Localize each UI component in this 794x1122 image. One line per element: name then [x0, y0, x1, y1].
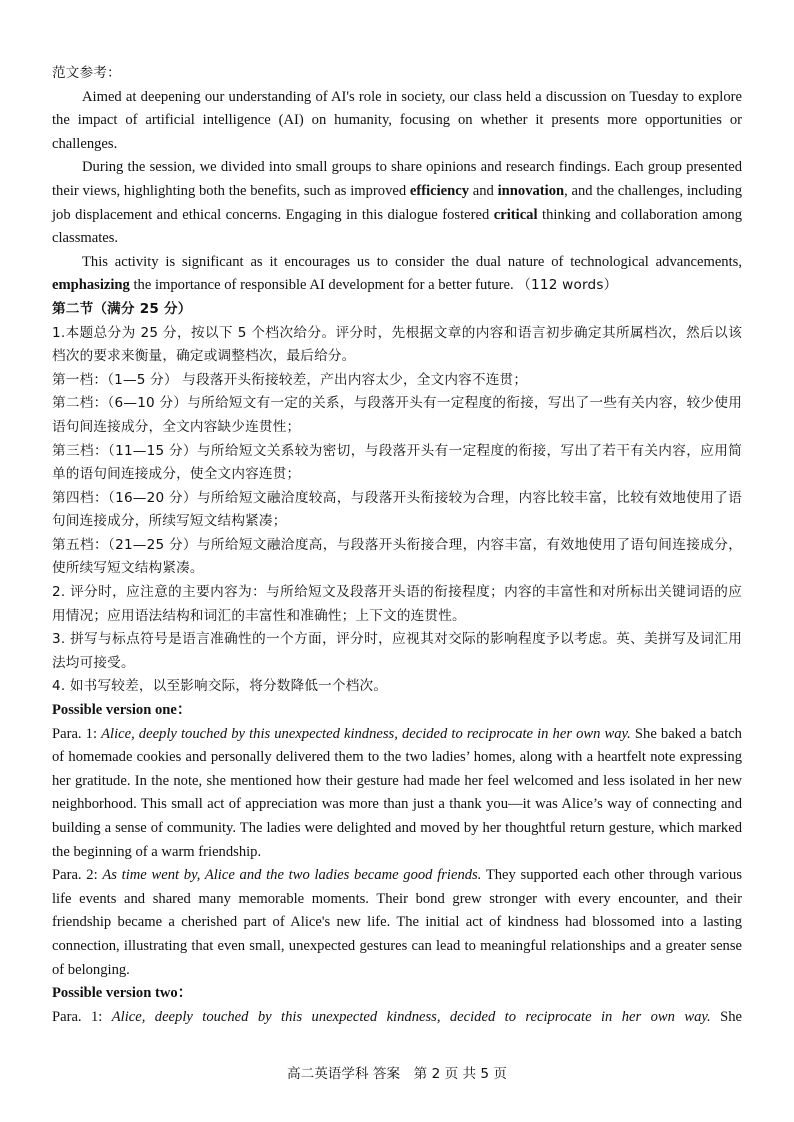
essay-text: thinking and collaboration among classmates. — [52, 206, 742, 247]
version-two-para-1 — [52, 1006, 742, 1030]
para-label: Para. 1: — [52, 1008, 112, 1025]
para-label: Para. 2: — [52, 867, 103, 884]
version-one-title-text: Possible version one： — [52, 702, 192, 719]
page-footer: 高二英语学科 答案 第 2 页 共 5 页 — [287, 1066, 507, 1082]
keyword-efficiency: efficiency — [409, 182, 470, 199]
scoring-level-2: 第二档：（6—10 分）与所给短文有一定的关系，与段落开头有一定程度的衔接，写出了一些有关内容，较少使用语句间连接成分，全文内容缺少连贯性； — [52, 395, 742, 435]
essay-paragraph-3 — [52, 251, 742, 298]
version-one-title — [52, 699, 742, 723]
para-body: She baked a batch of homemade cookies and personally delivered them to the two ladies’ homes, along with a heartfelt note expressing her gratitude. In the note, she mentioned how their gesture had made her feel welcomed and less isolated in her new neighborhood. This small act of appreciation was more than just a thank you—it was Alice’s way of connecting and building a sense of community. The ladies were delighted and moved by her thoughtful return gesture, which marked the beginning of a warm friendship. — [52, 725, 742, 860]
para-lead-sentence: Alice, deeply touched by this unexpected kindness, decided to reciprocate in her own way. — [101, 725, 631, 742]
scoring-level-5: 第五档：（21—25 分）与所给短文融洽度高，与段落开头衔接合理，内容丰富，有效地使用了语句间连接成分，使所续写短文结构紧凑。 — [52, 536, 742, 577]
para-body: They supported each other through various life events and shared many memorable moments. Their bond grew stronger with every encounter, and their friendship became a cherished part of Alice's new life. The initial act of kindness had blossomed into a lasting connection, illustrating that even small, unexpected gestures can lead to meaningful relationships and a greater sense of belonging. — [52, 867, 742, 978]
essay-text: the importance of responsible AI development for a better future. — [129, 277, 518, 294]
version-two-title — [52, 982, 742, 1006]
section-2-title — [52, 298, 742, 322]
scoring-rule-4: 4. 如书写较差，以至影响交际，将分数降低一个档次。 — [52, 678, 388, 695]
version-one-para-1 — [52, 723, 742, 865]
para-label: Para. 1: — [52, 725, 102, 742]
keyword-innovation: innovation — [497, 182, 565, 199]
essay-paragraph-1: Aimed at deepening our understanding of AI's role in society, our class held a discussion on Tuesday to explore the impact of artificial intelligence (AI) on humanity, focusing on whether it presents more opportunities or challenges. — [52, 88, 742, 152]
scoring-level-4: 第四档：（16—20 分）与所给短文融洽度较高，与段落开头衔接较为合理，内容比较丰富，比较有效地使用了语句间连接成分，所续写短文结构紧凑； — [52, 489, 742, 530]
scoring-level-3: 第三档：（11—15 分）与所给短文关系较为密切，与段落开头有一定程度的衔接，写出了若干有关内容，应用简单的语句间连接成分，使全文内容连贯； — [52, 442, 742, 483]
essay-text: This activity is significant as it encourages us to consider the dual nature of technological advancements, — [82, 253, 742, 270]
answer-page — [52, 62, 742, 1029]
version-two-title-text: Possible version two： — [52, 985, 193, 1002]
keyword-emphasizing: emphasizing — [52, 277, 130, 294]
essay-text: and — [469, 182, 498, 199]
essay-text: During the session, we divided into small groups to share opinions and research findings. Each group presented their views, highlighting both the benefits, such as improved — [52, 159, 742, 199]
keyword-critical: critical — [493, 206, 538, 223]
section-2-title-text: 第二节（满分 25 分） — [52, 300, 192, 317]
para-body: She — [710, 1008, 742, 1025]
para-lead-sentence: As time went by, Alice and the two ladies became good friends. — [102, 867, 482, 884]
scoring-rule-3: 3. 拼写与标点符号是语言准确性的一个方面，评分时，应视其对交际的影响程度予以考虑。英、美拼写及词汇用法均可接受。 — [52, 631, 742, 671]
version-one-para-2 — [52, 864, 742, 982]
scoring-level-1: 第一档：（1—5 分） 与段落开头衔接较差，产出内容太少，全文内容不连贯； — [52, 371, 528, 388]
para-lead-sentence: Alice, deeply touched by this unexpected kindness, decided to reciprocate in her own way. — [111, 1008, 711, 1025]
sample-essay-heading: 范文参考： — [52, 65, 121, 81]
scoring-rule-2: 2. 评分时，应注意的主要内容为：与所给短文及段落开头语的衔接程度；内容的丰富性和对所标出关键词语的应用情况；应用语法结构和词汇的丰富性和准确性；上下文的连贯性。 — [52, 584, 742, 624]
essay-paragraph-2 — [52, 156, 742, 250]
word-count: （112 words） — [517, 277, 618, 294]
scoring-rule-1: 1.本题总分为 25 分，按以下 5 个档次给分。评分时，先根据文章的内容和语言初步确定其所属档次，然后以该档次的要求来衡量，确定或调整档次，最后给分。 — [52, 324, 742, 365]
essay-text: , and the challenges, including job displacement and ethical concerns. Engaging in this dialogue fostered — [52, 182, 742, 223]
